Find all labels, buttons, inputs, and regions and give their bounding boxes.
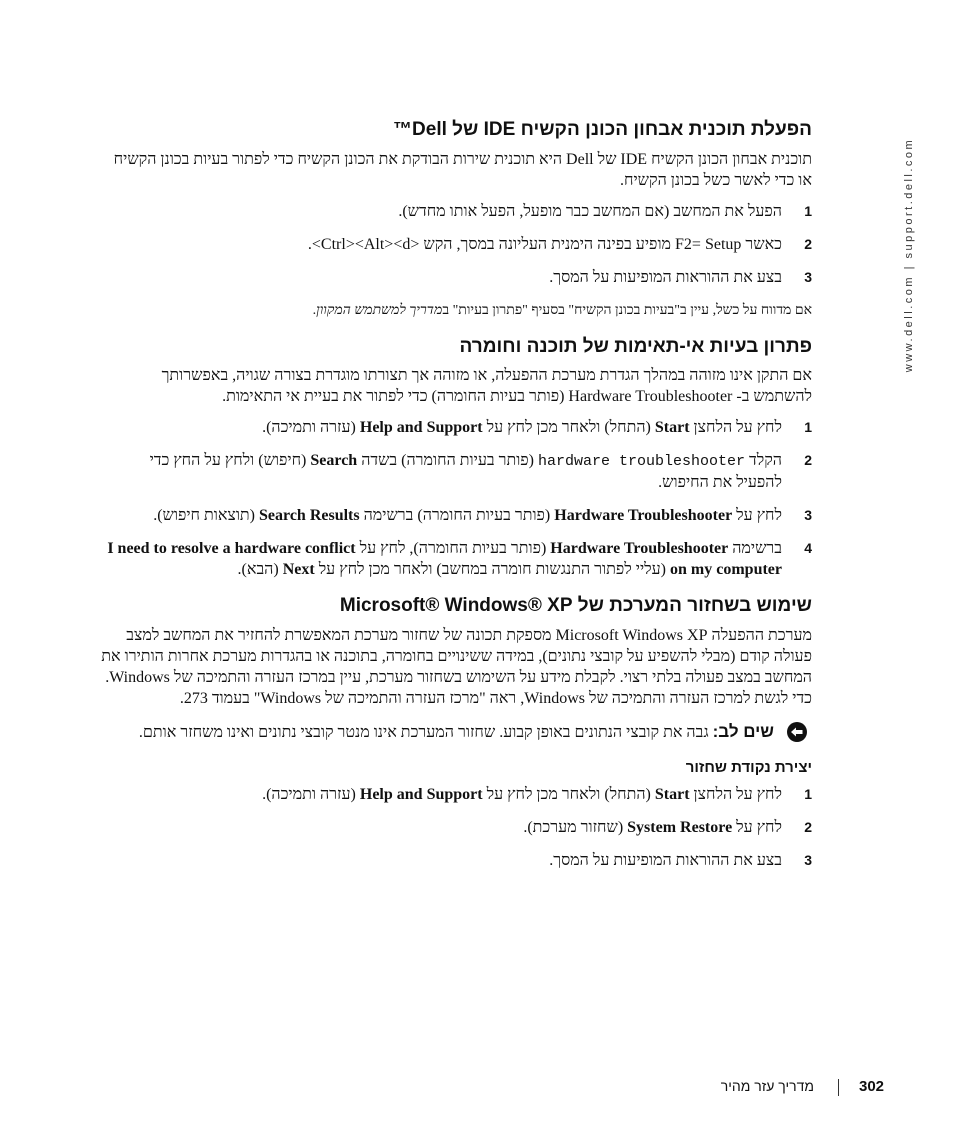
text: (חיפוש) ולחץ על החץ כדי להפעיל את החיפוש.: [149, 452, 782, 492]
step-number: 3: [804, 852, 812, 869]
search-results-label: Search Results: [259, 507, 360, 525]
step-number: 2: [804, 819, 812, 836]
page-number: 302: [859, 1078, 885, 1095]
next-label: Next: [282, 561, 315, 579]
search-label: Search: [310, 452, 358, 470]
step-text: הפעל את המחשב (אם המחשב כבר מופעל, הפעל אותו מחדש).: [398, 202, 782, 220]
sidebar-url-text: www.dell.com | support.dell.com: [903, 137, 916, 373]
footer-title: מדריך עזר מהיר: [720, 1078, 814, 1094]
help-support-label: Help and Support: [359, 419, 483, 437]
step-number: 4: [804, 540, 812, 557]
text: (תוצאות חיפוש).: [153, 507, 259, 525]
text: (הבא).: [237, 561, 283, 579]
text: הקלד: [745, 452, 782, 470]
text: (התחל) ולאחר מכן לחץ על: [482, 786, 655, 804]
notice-label: שים לב:: [712, 722, 774, 742]
list-item: [100, 450, 812, 493]
list-item: [100, 267, 812, 288]
step-number: 1: [804, 419, 812, 436]
sidebar-url: [894, 125, 924, 385]
step-number: 2: [804, 235, 812, 252]
notice-icon: [786, 721, 808, 743]
list-item: [100, 817, 812, 838]
notice-box: [100, 721, 812, 743]
text: (עזרה ותמיכה).: [262, 786, 360, 804]
ide-steps: [100, 201, 812, 288]
list-item: [100, 505, 812, 526]
start-label: Start: [654, 786, 690, 804]
text: (התחל) ולאחר מכן לחץ על: [482, 419, 655, 437]
step-number: 1: [804, 202, 812, 219]
restore-intro: מערכת ההפעלה Microsoft Windows XP מספקת תכונה של שחזור מערכת המאפשרת להחזיר את המחשב למצב פעולה קודם (מבלי להשפיע על קובצי נתונים), במידה ששינויים בחומרה, בתוכנה או בהגדרות מערכת אחרות הותירו את המחשב במצב פעולה בלתי רצוי. לקבלת מידע על השימוש בשחזור מערכת, עיין במרכז העזרה והתמיכה של Windows. כדי לגשת למרכז העזרה והתמיכה של Windows, ראה "מרכז העזרה והתמיכה של Windows" בעמוד 273.: [101, 627, 812, 708]
step-text: בצע את ההוראות המופיעות על המסך.: [549, 268, 782, 286]
list-item: [100, 234, 812, 255]
text: לחץ על: [732, 819, 782, 837]
resolve-conflict-label: I need to resolve a hardware conflict on my computer: [107, 540, 782, 579]
step-number: 2: [804, 452, 812, 469]
help-support-label: Help and Support: [359, 786, 483, 804]
text: ברשימה: [728, 540, 782, 558]
notice-text: גבה את קובצי הנתונים באופן קבוע. שחזור המערכת אינו מנטר קובצי נתונים ואינו משחזר אותם.: [138, 724, 709, 742]
hardware-troubleshooter-label: Hardware Troubleshooter: [550, 540, 729, 558]
text: (פותר בעיות החומרה) בשדה: [357, 452, 538, 470]
text: (שחזור מערכת).: [523, 819, 628, 837]
list-item: [100, 850, 812, 871]
system-restore-label: System Restore: [627, 819, 733, 837]
list-item: [100, 784, 812, 805]
section-title-restore: שימוש בשחזור המערכת של Microsoft® Windows® XP: [339, 595, 812, 617]
note-suffix: .: [312, 302, 317, 318]
text: (עליי לפתור התנגשות חומרה במחשב) ולאחר מכן לחץ על: [314, 561, 671, 579]
text: לחץ על הלחצן: [689, 419, 782, 437]
compat-intro: אם התקן אינו מזוהה במהלך הגדרת מערכת ההפעלה, או מזוהה אך תצורתו מוגדרת בצורה שגויה, באפשרותך להשתמש ב- Hardware Troubleshooter (פותר בעיות החומרה) כדי לפתור את בעיית אי התאימות.: [161, 367, 812, 406]
list-item: [100, 538, 812, 580]
restore-steps: [100, 784, 812, 871]
subsection-title-restore-point: יצירת נקודת שחזור: [685, 759, 812, 777]
section-title-ide: הפעלת תוכנית אבחון הכונן הקשיח IDE של Dell™: [393, 119, 812, 140]
step-number: 3: [804, 268, 812, 285]
step-number: 3: [804, 507, 812, 524]
ide-failure-note: [100, 300, 812, 321]
list-item: [100, 417, 812, 438]
users-guide-reference: מדריך למשתמש המקוון: [316, 302, 443, 318]
footer-divider: [838, 1079, 839, 1096]
text: (פותר בעיות החומרה), לחץ על: [355, 540, 551, 558]
section-title-compat: פתרון בעיות אי-תאימות של תוכנה וחומרה: [459, 335, 812, 357]
typed-query: hardware troubleshooter: [538, 453, 746, 471]
ide-intro: תוכנית אבחון הכונן הקשיח IDE של Dell היא תוכנית שירות הבודקת את הכונן הקשיח כדי לפתור בעיות בכונן הקשיח או כדי לאשר כשל בכונן הקשיח.: [113, 150, 812, 189]
hardware-troubleshooter-label: Hardware Troubleshooter: [554, 507, 733, 525]
step-number: 1: [804, 786, 812, 803]
compat-steps: [100, 417, 812, 580]
text: (פותר בעיות החומרה) ברשימה: [359, 507, 555, 525]
start-label: Start: [654, 419, 690, 437]
text: (עזרה ותמיכה).: [262, 419, 360, 437]
page-content: [100, 118, 812, 883]
step-text: בצע את ההוראות המופיעות על המסך.: [549, 852, 782, 870]
step-text: כאשר F2= Setup מופיע בפינה הימנית העליונה במסך, הקש <Ctrl><Alt><d>.: [307, 235, 782, 253]
text: לחץ על הלחצן: [689, 786, 782, 804]
note-text: אם מדווח על כשל, עיין ב"בעיות בכונן הקשיח" בסעיף "פתרון בעיות" ב: [442, 302, 812, 318]
text: לחץ על: [732, 507, 782, 525]
list-item: [100, 201, 812, 222]
